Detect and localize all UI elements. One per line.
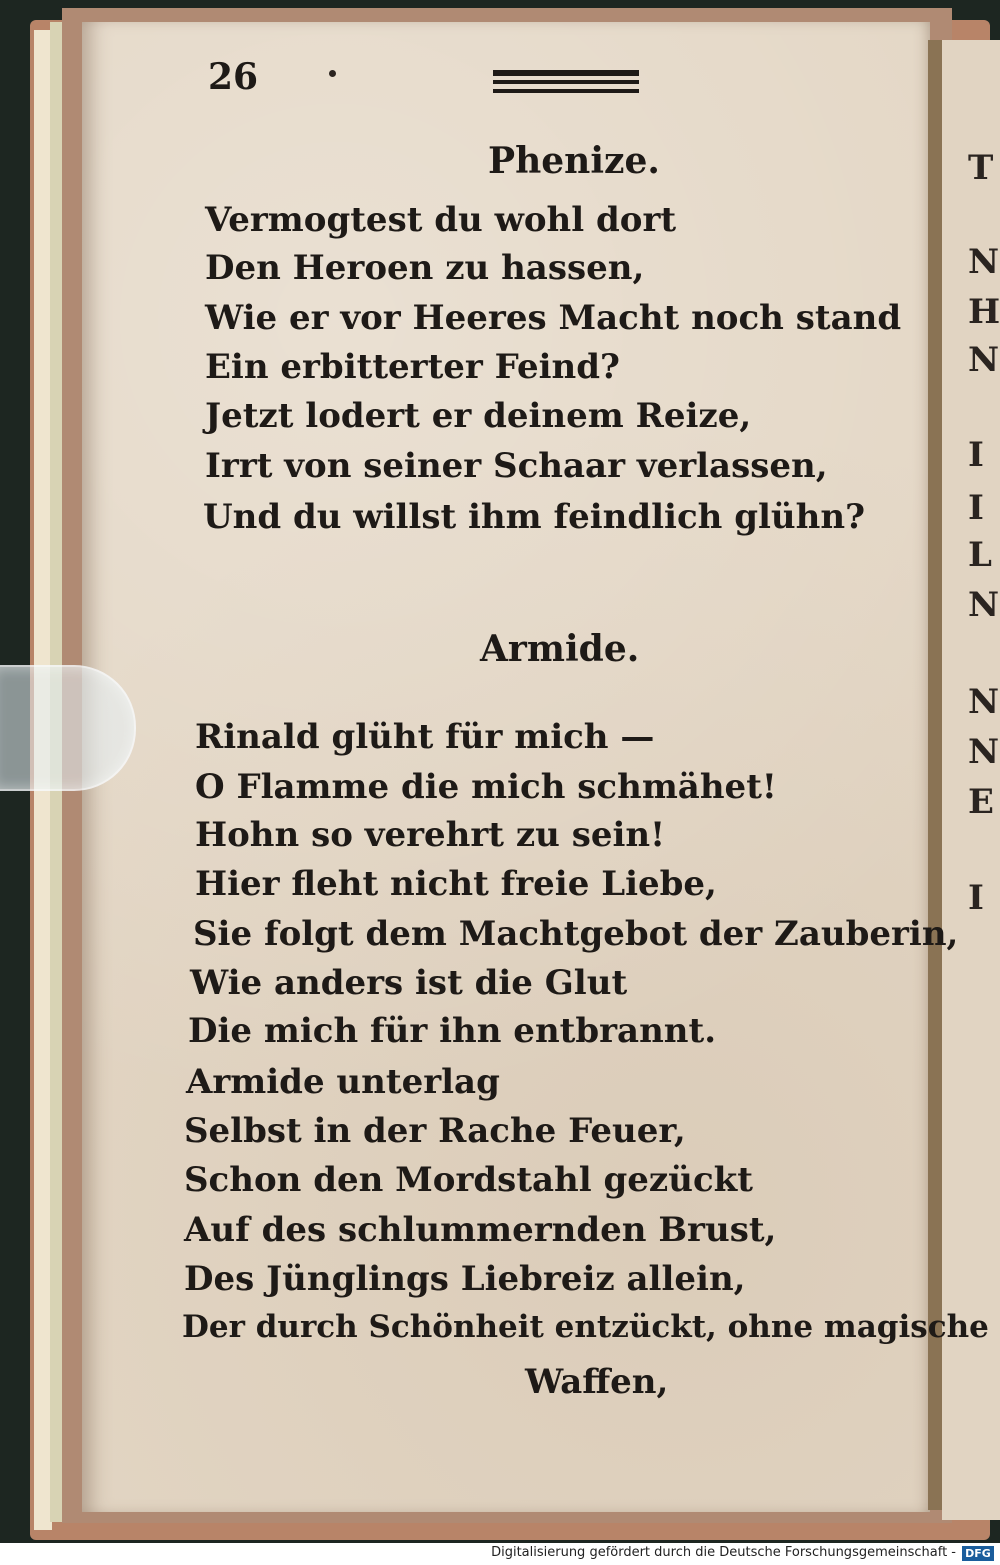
- verse-line: Irrt von seiner Schaar verlassen,: [205, 446, 828, 486]
- verse-line: Jetzt lodert er deinem Reize,: [205, 396, 752, 436]
- next-page-initial: I: [968, 878, 984, 918]
- page-gutter: [928, 40, 942, 1510]
- page-clip: [0, 665, 136, 791]
- verse-line: Den Heroen zu hassen,: [205, 248, 645, 288]
- verse-line: Auf des schlummernden Brust,: [184, 1210, 777, 1250]
- verse-line: Wie anders ist die Glut: [190, 963, 628, 1003]
- verse-line: Und du willst ihm feindlich glühn?: [203, 497, 865, 537]
- verse-line: Ein erbitterter Feind?: [205, 347, 620, 387]
- verse-line: Der durch Schönheit entzückt, ohne magische: [182, 1309, 989, 1345]
- next-page-initial: L: [968, 535, 992, 575]
- verse-line: Wie er vor Heeres Macht noch stand: [205, 298, 902, 338]
- verse-line: Rinald glüht für mich —: [195, 717, 655, 757]
- next-page-initial: I: [968, 488, 984, 528]
- footer-bar: [0, 1543, 1000, 1565]
- verse-line: Schon den Mordstahl gezückt: [184, 1160, 753, 1200]
- header-dot: [329, 70, 336, 77]
- verse-line: Armide unterlag: [186, 1062, 500, 1102]
- next-page-initial: H: [968, 292, 1000, 332]
- header-rule: [493, 89, 639, 93]
- header-rule: [493, 80, 639, 84]
- next-page-initial: N: [968, 682, 1000, 722]
- verse-line: Hier fleht nicht freie Liebe,: [195, 864, 717, 904]
- speaker-name: Armide.: [480, 628, 640, 670]
- next-page-initial: N: [968, 340, 1000, 380]
- speaker-name: Phenize.: [488, 140, 660, 182]
- next-page-initial: N: [968, 242, 1000, 282]
- header-rule: [493, 70, 639, 76]
- verse-line: Selbst in der Rache Feuer,: [184, 1111, 686, 1151]
- verse-line: Sie folgt dem Machtgebot der Zauberin,: [193, 914, 959, 954]
- verse-line: Des Jünglings Liebreiz allein,: [184, 1259, 746, 1299]
- verse-line: O Flamme die mich schmähet!: [195, 767, 777, 807]
- next-page-initial: E: [968, 782, 994, 822]
- dfg-logo-icon: DFG: [962, 1546, 994, 1561]
- next-page-initial: I: [968, 435, 984, 475]
- verse-line: Die mich für ihn entbrannt.: [188, 1011, 717, 1051]
- verse-line: Hohn so verehrt zu sein!: [195, 815, 666, 855]
- page-number: 26: [208, 56, 259, 98]
- verse-line: Waffen,: [525, 1362, 669, 1402]
- next-page-initial: N: [968, 585, 1000, 625]
- verse-line: Vermogtest du wohl dort: [205, 200, 677, 240]
- next-page-initial: T: [968, 148, 994, 188]
- next-page-initial: N: [968, 732, 1000, 772]
- footer-credit: Digitalisierung gefördert durch die Deutsche Forschungsgemeinschaft -: [491, 1545, 956, 1560]
